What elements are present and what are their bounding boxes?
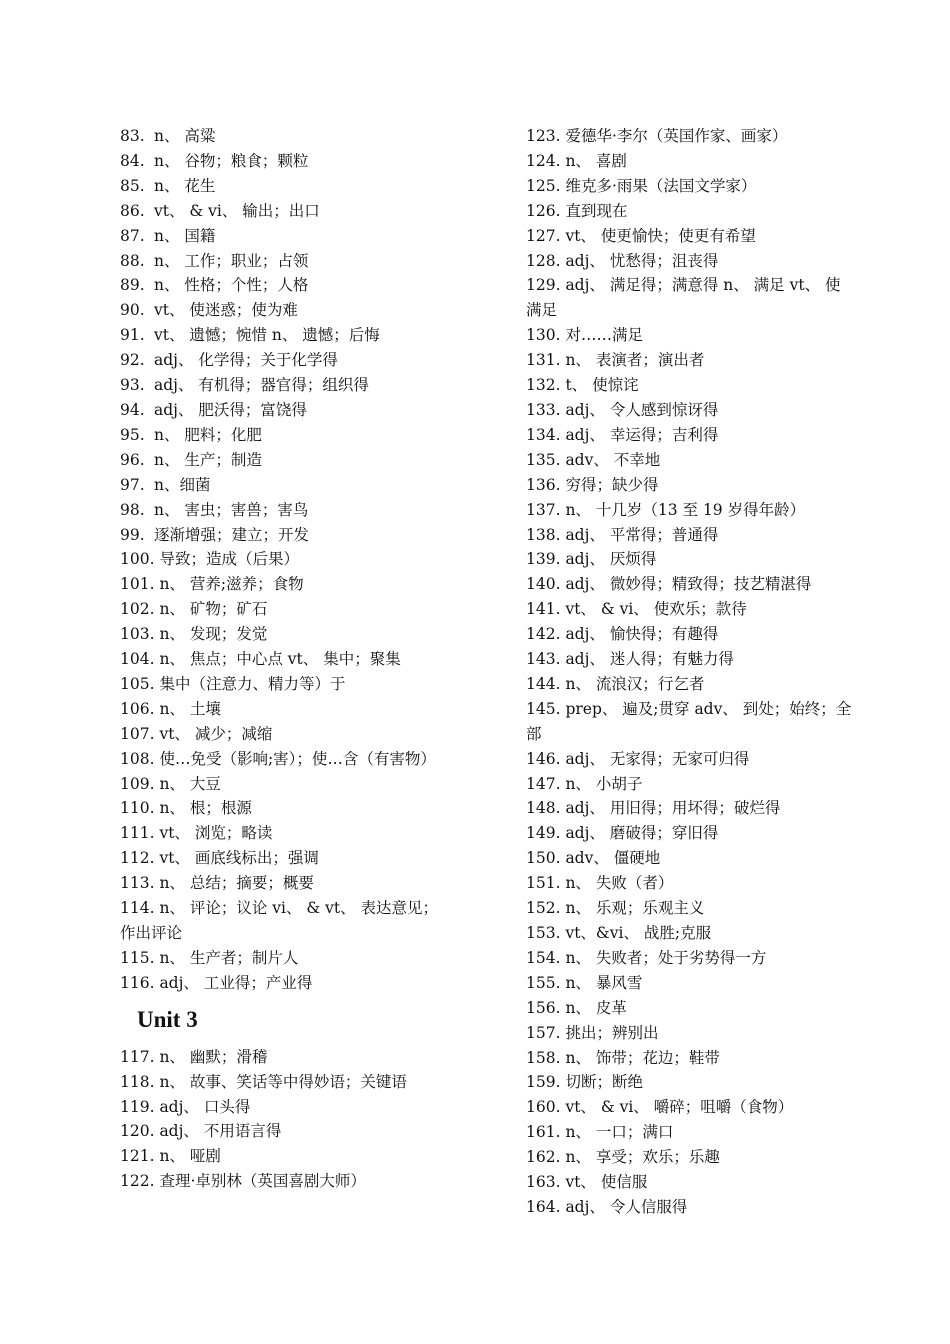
entry-text: adj、 令人信服得 [560, 1197, 688, 1216]
entry-number: 147. [526, 774, 561, 793]
entry-text: adj、 微妙得；精致得；技艺精湛得 [560, 575, 812, 594]
entry-number: 149. [526, 824, 561, 843]
vocab-entry [120, 821, 450, 846]
entry-text: n、 性格；个性；人格 [154, 276, 309, 295]
vocab-entry [526, 448, 856, 473]
entry-text: vt、 & vi、 使欢乐；款待 [560, 600, 747, 619]
vocab-entry [120, 722, 450, 747]
right-column [526, 124, 856, 1220]
vocab-entry [120, 448, 450, 473]
entry-text: n、 表演者；演出者 [560, 351, 705, 370]
entry-text: adj、 愉快得；有趣得 [560, 625, 719, 644]
entry-number: 123. [526, 127, 561, 145]
entry-text: n、 工作；职业；占领 [154, 251, 309, 270]
entry-text: 使…免受（影响;害）；使…含（有害物） [154, 749, 436, 768]
entry-number: 155. [526, 973, 561, 992]
vocab-entry [526, 1145, 856, 1170]
entry-number: 163. [526, 1173, 561, 1192]
vocab-entry [526, 1120, 856, 1145]
entry-number: 158. [526, 1048, 561, 1067]
entry-number: 104. [120, 650, 155, 669]
vocab-entry [120, 622, 450, 647]
entry-text: n、 发现；发觉 [154, 625, 268, 644]
entry-number: 103. [120, 625, 155, 644]
vocab-entry [526, 348, 856, 373]
unit-heading: Unit 3 [137, 1006, 198, 1032]
entry-number: 133. [526, 400, 561, 419]
vocab-entry [120, 1169, 450, 1194]
left-column [120, 124, 450, 1194]
entry-number: 160. [526, 1098, 561, 1117]
entry-text: vt、 & vi、 输出；出口 [154, 201, 320, 220]
vocab-entry [120, 1144, 450, 1169]
entry-number: 140. [526, 575, 561, 594]
vocab-entry [526, 647, 856, 672]
entry-number: 157. [526, 1023, 561, 1042]
entry-text: n、 害虫；害兽；害鸟 [154, 500, 309, 519]
entry-text: adj、 忧愁得；沮丧得 [560, 251, 719, 270]
entry-text: n、 矿物；矿石 [154, 600, 268, 619]
entry-number: 153. [526, 924, 561, 942]
entry-text: n、 生产；制造 [154, 450, 262, 469]
vocab-entry [120, 224, 450, 249]
vocab-entry [526, 946, 856, 971]
vocab-entry [120, 946, 450, 971]
vocab-entry [120, 498, 450, 523]
vocab-entry [120, 597, 450, 622]
vocab-entry [120, 348, 450, 373]
entry-text: 逐渐增强；建立；开发 [154, 525, 310, 544]
vocab-entry [526, 423, 856, 448]
entry-text: n、 总结；摘要；概要 [154, 874, 314, 893]
entry-text: adj、 幸运得；吉利得 [560, 425, 719, 444]
entry-text: prep、 遍及;贯穿 adv、 到处；始终；全部 [526, 699, 852, 743]
entry-number: 100. [120, 550, 155, 569]
entry-text: n、 大豆 [154, 774, 221, 793]
entry-number: 138. [526, 525, 561, 544]
vocab-entry [120, 846, 450, 871]
entry-text: 挑出；辨别出 [560, 1023, 659, 1042]
vocab-entry [526, 672, 856, 697]
vocab-entry [526, 1095, 856, 1120]
entry-number: 115. [120, 948, 155, 967]
vocab-entry [120, 772, 450, 797]
entry-text: n、 小胡子 [560, 774, 643, 793]
entry-number: 105. [120, 674, 155, 693]
entry-list-100-116 [120, 547, 450, 995]
entry-text: n、 土壤 [154, 699, 221, 718]
entry-text: adj、 用旧得；用坏得；破烂得 [560, 799, 781, 818]
vocab-entry [120, 871, 450, 896]
entry-text: adj、 令人感到惊讶得 [560, 400, 719, 419]
vocab-entry [526, 373, 856, 398]
entry-number: 129. [526, 276, 561, 295]
vocab-entry [120, 547, 450, 572]
vocab-entry [526, 821, 856, 846]
entry-text: n、 幽默；滑稽 [154, 1047, 268, 1066]
entry-number: 127. [526, 226, 561, 245]
entry-text: adj、 不用语言得 [154, 1122, 282, 1141]
entry-text: adj、 无家得；无家可归得 [560, 749, 750, 768]
entry-text: 直到现在 [560, 201, 628, 220]
entry-text: vt、 使迷惑；使为难 [154, 301, 298, 320]
entry-text: adj、 平常得；普通得 [560, 525, 719, 544]
vocab-entry [120, 796, 450, 821]
vocab-entry [526, 1021, 856, 1046]
vocab-entry [526, 772, 856, 797]
vocab-entry [120, 572, 450, 597]
entry-text: 导致；造成（后果） [154, 550, 299, 569]
vocab-entry [526, 747, 856, 772]
vocab-entry [120, 373, 450, 398]
entry-text: n、 根；根源 [154, 799, 252, 818]
vocab-entry [120, 199, 450, 224]
entry-text: n、 流浪汉；行乞者 [560, 674, 705, 693]
entry-text: t、 使惊诧 [560, 376, 639, 395]
entry-text: 爱德华·李尔（英国作家、画家） [560, 127, 788, 145]
entry-number: 161. [526, 1123, 561, 1142]
entry-text: vt、 遗憾；惋惜 n、 遗憾；后悔 [154, 326, 380, 345]
vocab-entry [526, 323, 856, 348]
entry-list-83-99 [120, 124, 450, 547]
entry-text: n、 谷物；粮食；颗粒 [154, 151, 309, 170]
entry-number: 135. [526, 450, 561, 469]
entry-number: 120. [120, 1122, 155, 1141]
entry-number: 117. [120, 1047, 155, 1066]
entry-text: n、 故事、笑话等中得妙语；关键语 [154, 1072, 407, 1091]
vocab-entry [120, 473, 450, 498]
entry-number: 152. [526, 899, 561, 918]
vocab-entry [526, 846, 856, 871]
entry-list-123-164 [526, 124, 856, 1220]
entry-number: 110. [120, 799, 155, 818]
entry-number: 137. [526, 500, 561, 519]
entry-text: n、 肥料；化肥 [154, 425, 262, 444]
entry-text: adj、 迷人得；有魅力得 [560, 650, 734, 669]
entry-text: adv、 不幸地 [560, 450, 661, 469]
vocab-entry [120, 672, 450, 697]
entry-number: 156. [526, 998, 561, 1017]
entry-text: n、 评论；议论 vi、 & vt、 表达意见；作出评论 [120, 899, 439, 942]
entry-number: 86. [120, 201, 145, 220]
vocab-entry [120, 323, 450, 348]
entry-text: n、 高粱 [154, 127, 216, 145]
vocab-entry [120, 971, 450, 996]
entry-number: 116. [120, 973, 155, 992]
entry-number: 102. [120, 600, 155, 619]
vocab-entry [526, 796, 856, 821]
vocab-entry [120, 423, 450, 448]
vocab-entry [526, 523, 856, 548]
entry-number: 83. [120, 127, 145, 145]
entry-text: n、 失败者；处于劣势得一方 [560, 948, 767, 967]
entry-text: vt、&vi、 战胜;克服 [560, 924, 712, 942]
vocab-entry [526, 871, 856, 896]
entry-text: adj、 磨破得；穿旧得 [560, 824, 719, 843]
entry-text: n、 焦点；中心点 vt、 集中；聚集 [154, 650, 401, 669]
entry-list-117-122 [120, 1045, 450, 1194]
entry-number: 132. [526, 376, 561, 395]
entry-text: n、 乐观；乐观主义 [560, 899, 705, 918]
vocab-entry [120, 647, 450, 672]
vocab-entry [526, 1195, 856, 1220]
entry-text: 查理·卓别林（英国喜剧大师） [154, 1172, 366, 1191]
entry-number: 112. [120, 849, 155, 868]
entry-number: 148. [526, 799, 561, 818]
entry-number: 113. [120, 874, 155, 893]
entry-number: 109. [120, 774, 155, 793]
vocab-entry [120, 124, 450, 149]
entry-number: 142. [526, 625, 561, 644]
vocab-entry [526, 572, 856, 597]
entry-text: adj、 厌烦得 [560, 550, 657, 569]
entry-text: 切断；断绝 [560, 1073, 643, 1092]
entry-text: adj、 肥沃得；富饶得 [154, 400, 307, 419]
entry-text: 维克多·雨果（法国文学家） [560, 176, 757, 195]
entry-number: 118. [120, 1072, 155, 1091]
entry-number: 144. [526, 674, 561, 693]
vocab-entry [526, 398, 856, 423]
entry-text: 对……满足 [560, 326, 643, 345]
entry-number: 107. [120, 724, 155, 743]
entry-text: n、 花生 [154, 176, 216, 195]
entry-number: 145. [526, 699, 561, 718]
entry-number: 141. [526, 600, 561, 619]
vocab-entry [526, 1170, 856, 1195]
entry-text: n、 饰带；花边；鞋带 [560, 1048, 720, 1067]
vocab-entry [120, 249, 450, 274]
entry-text: n、 生产者；制片人 [154, 948, 299, 967]
entry-text: n、 喜剧 [560, 151, 627, 170]
entry-text: adj、 有机得；器官得；组织得 [154, 376, 369, 395]
entry-number: 89. [120, 276, 145, 295]
vocab-entry [120, 697, 450, 722]
vocab-entry [526, 547, 856, 572]
vocab-entry [526, 921, 856, 946]
vocab-entry [120, 896, 450, 946]
vocab-entry [526, 199, 856, 224]
entry-text: 穷得；缺少得 [560, 475, 659, 494]
entry-text: adj、 口头得 [154, 1097, 251, 1116]
entry-text: n、 营养;滋养；食物 [154, 575, 304, 594]
vocab-entry [120, 174, 450, 199]
entry-number: 143. [526, 650, 561, 669]
vocab-entry [120, 398, 450, 423]
vocab-entry [120, 149, 450, 174]
entry-text: n、 失败（者） [560, 874, 674, 893]
vocab-entry [526, 697, 856, 747]
vocab-entry [120, 1070, 450, 1095]
entry-text: vt、 & vi、 嚼碎；咀嚼（食物） [560, 1098, 794, 1117]
entry-text: n、 皮革 [560, 998, 627, 1017]
vocab-entry [120, 747, 450, 772]
entry-text: vt、 减少；减缩 [154, 724, 273, 743]
entry-text: 集中（注意力、精力等）于 [154, 674, 346, 693]
entry-number: 90. [120, 301, 145, 320]
entry-number: 126. [526, 201, 561, 220]
entry-number: 119. [120, 1097, 155, 1116]
entry-text: vt、 画底线标出；强调 [154, 849, 319, 868]
entry-text: adj、 工业得；产业得 [154, 973, 313, 992]
entry-number: 164. [526, 1197, 561, 1216]
vocab-entry [120, 1095, 450, 1120]
entry-number: 139. [526, 550, 561, 569]
entry-number: 106. [120, 699, 155, 718]
vocab-entry [526, 622, 856, 647]
vocab-entry [526, 124, 856, 149]
vocab-entry [526, 498, 856, 523]
entry-text: vt、 浏览；略读 [154, 824, 273, 843]
entry-number: 87. [120, 226, 145, 245]
entry-text: n、 暴风雪 [560, 973, 643, 992]
entry-text: adj、 满足得；满意得 n、 满足 vt、 使满足 [526, 276, 841, 320]
entry-number: 154. [526, 948, 561, 967]
entry-number: 85. [120, 176, 145, 195]
entry-number: 146. [526, 749, 561, 768]
entry-number: 98. [120, 500, 145, 519]
vocab-entry [526, 249, 856, 274]
vocab-entry [526, 971, 856, 996]
entry-number: 111. [120, 824, 155, 843]
vocab-entry [120, 273, 450, 298]
entry-number: 108. [120, 749, 155, 768]
entry-number: 97. [120, 475, 145, 494]
entry-number: 101. [120, 575, 155, 594]
vocab-entry [120, 1119, 450, 1144]
vocab-entry [526, 473, 856, 498]
entry-number: 122. [120, 1172, 155, 1191]
entry-number: 92. [120, 351, 145, 370]
vocab-entry [120, 523, 450, 548]
vocab-entry [526, 1046, 856, 1071]
entry-number: 136. [526, 475, 561, 494]
vocab-entry [526, 996, 856, 1021]
entry-number: 94. [120, 400, 145, 419]
entry-number: 124. [526, 151, 561, 170]
vocab-entry [526, 273, 856, 323]
entry-number: 114. [120, 899, 155, 918]
entry-text: n、细菌 [154, 475, 211, 494]
entry-number: 88. [120, 251, 145, 270]
vocab-entry [526, 896, 856, 921]
entry-number: 134. [526, 425, 561, 444]
vocab-entry [526, 149, 856, 174]
entry-number: 159. [526, 1073, 561, 1092]
entry-number: 125. [526, 176, 561, 195]
entry-number: 151. [526, 874, 561, 893]
entry-number: 93. [120, 376, 145, 395]
entry-number: 162. [526, 1148, 561, 1167]
vocab-entry [120, 298, 450, 323]
entry-text: n、 国籍 [154, 226, 216, 245]
entry-number: 99. [120, 525, 145, 544]
vocab-entry [526, 597, 856, 622]
entry-number: 150. [526, 849, 561, 868]
vocab-entry [526, 174, 856, 199]
entry-number: 96. [120, 450, 145, 469]
entry-number: 131. [526, 351, 561, 370]
vocab-entry [526, 1070, 856, 1095]
entry-number: 95. [120, 425, 145, 444]
entry-text: vt、 使信服 [560, 1173, 648, 1192]
entry-text: adj、 化学得；关于化学得 [154, 351, 338, 370]
entry-text: n、 一口；满口 [560, 1123, 674, 1142]
vocab-entry [526, 224, 856, 249]
entry-number: 121. [120, 1147, 155, 1166]
entry-number: 91. [120, 326, 145, 345]
entry-text: adv、 僵硬地 [560, 849, 661, 868]
entry-number: 128. [526, 251, 561, 270]
entry-text: n、 哑剧 [154, 1147, 221, 1166]
entry-text: n、 享受；欢乐；乐趣 [560, 1148, 720, 1167]
entry-number: 84. [120, 151, 145, 170]
vocab-entry [120, 1045, 450, 1070]
entry-text: n、 十几岁（13 至 19 岁得年龄） [560, 500, 806, 519]
entry-text: vt、 使更愉快；使更有希望 [560, 226, 756, 245]
entry-number: 130. [526, 326, 561, 345]
